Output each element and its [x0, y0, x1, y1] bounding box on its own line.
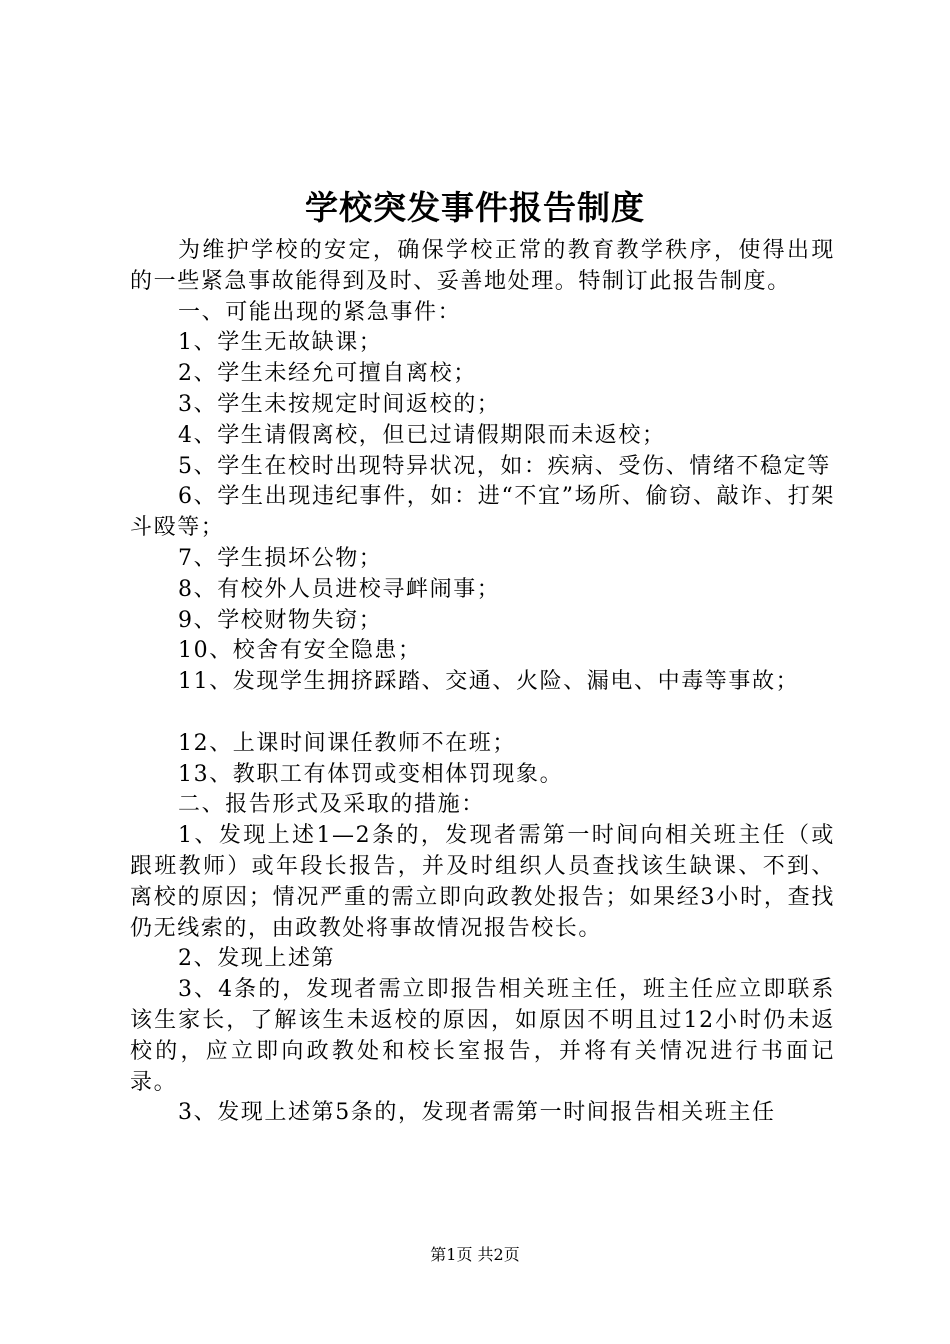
list-item: 8、有校外人员进校寻衅闹事；	[178, 576, 501, 602]
page-footer: 第1页 共2页	[430, 1245, 520, 1264]
measure-paragraph: 2、发现上述第	[178, 946, 336, 972]
list-item: 5、学生在校时出现特异状况，如：疾病、受伤、情绪不稳定等	[178, 453, 831, 479]
list-item: 9、学校财物失窃；	[178, 607, 383, 633]
list-item: 2、学生未经允可擅自离校；	[178, 361, 477, 387]
list-item: 4、学生请假离校，但已过请假期限而未返校；	[178, 422, 666, 448]
list-item: 13、教职工有体罚或变相体罚现象。	[178, 761, 564, 787]
document-body	[130, 236, 835, 1129]
blank-line	[130, 698, 835, 729]
list-item: 11、发现学生拥挤踩踏、交通、火险、漏电、中毒等事故；	[178, 669, 800, 695]
measure-paragraph: 3、4条的，发现者需立即报告相关班主任，班主任应立即联系该生家长，了解该生未返校的原因，如原因不明且过12小时仍未返校的，应立即向政教处和校长室报告，并将有关情况进行书面记录。	[130, 977, 835, 1095]
list-item: 6、学生出现违纪事件，如：进“不宜”场所、偷窃、敲诈、打架斗殴等；	[130, 484, 835, 541]
measure-paragraph: 1、发现上述1—2条的，发现者需第一时间向相关班主任（或跟班教师）或年段长报告，并及时组织人员查找该生缺课、不到、离校的原因；情况严重的需立即向政教处报告；如果经3小时，查找仍无线索的，由政教处将事故情况报告校长。	[130, 823, 835, 941]
page-title: 学校突发事件报告制度	[305, 188, 645, 227]
section-heading-events: 一、可能出现的紧急事件：	[178, 299, 462, 325]
intro-paragraph: 为维护学校的安定，确保学校正常的教育教学秩序，使得出现的一些紧急事故能得到及时、妥善地处理。特制订此报告制度。	[130, 238, 835, 294]
list-item: 7、学生损坏公物；	[178, 545, 383, 571]
measure-paragraph: 3、发现上述第5条的，发现者需第一时间报告相关班主任	[178, 1100, 776, 1126]
list-item: 1、学生无故缺课；	[178, 330, 383, 356]
list-item: 12、上课时间课任教师不在班；	[178, 730, 516, 756]
list-item: 3、学生未按规定时间返校的；	[178, 391, 501, 417]
section-heading-measures: 二、报告形式及采取的措施：	[178, 792, 485, 818]
list-item: 10、校舍有安全隐患；	[178, 638, 422, 664]
